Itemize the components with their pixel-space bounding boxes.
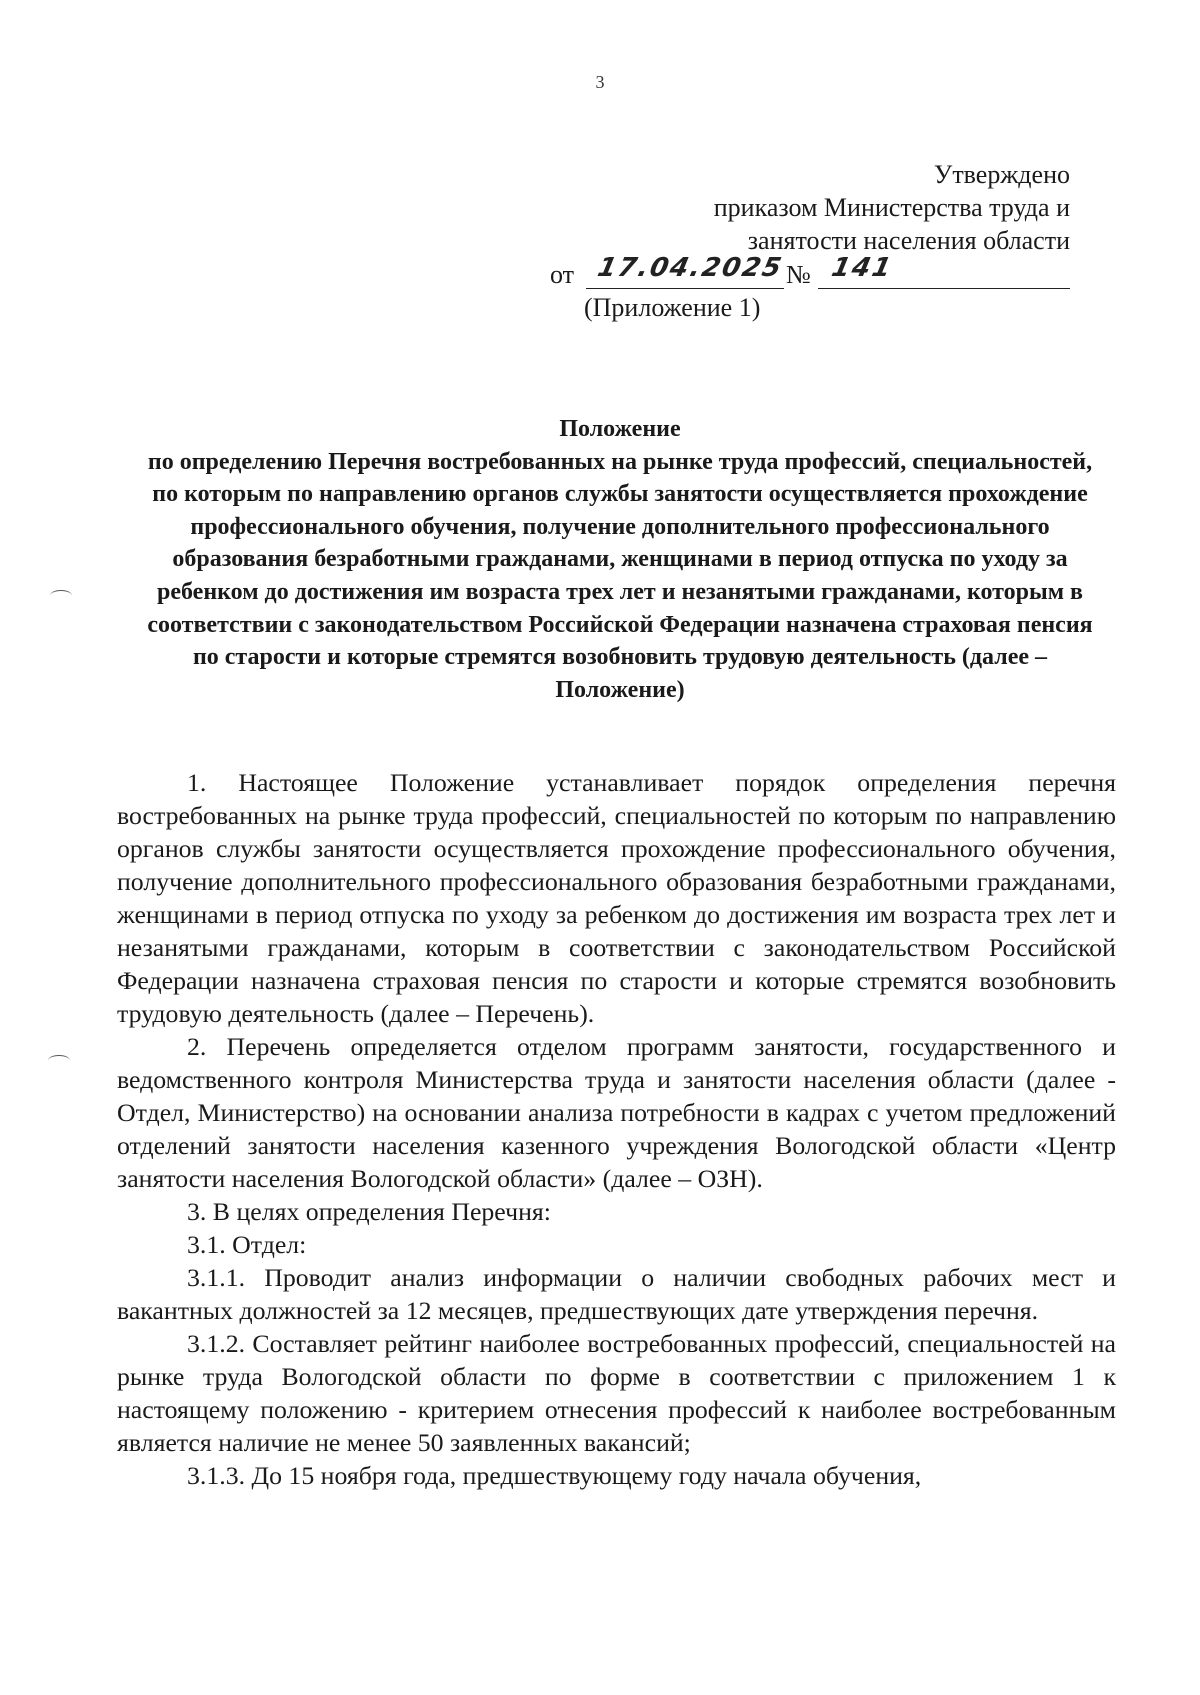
paragraph-3-1: 3.1. Отдел: [187, 1230, 307, 1259]
scan-hole-mark-upper [50, 590, 72, 601]
approval-line-approved: Утверждено [933, 160, 1070, 189]
document-title [135, 413, 1105, 706]
handwritten-number: 141 [828, 253, 896, 283]
paragraph-3: 3. В целях определения Перечня: [187, 1197, 551, 1226]
paragraph-1: 1. Настоящее Положение устанавливает порядок определения перечня востребованных на рынке труда профессий, специальностей по которым по направлению органов службы занятости осуществляется прохождение профессионального обучения, получение дополнительного профессионального образования безработными гражданами, женщинами в период отпуска по уходу за ребенком до достижения им возраста трех лет и незанятыми гражданами, которым в соответствии с законодательством Российской Федерации назначена страховая пенсия по старости и которые стремятся возобновить трудовую деятельность (далее – Перечень). [117, 768, 1116, 1028]
paragraph-3-1-2: 3.1.2. Составляет рейтинг наиболее востребованных профессий, специальностей на рынке труда Вологодской области по форме в соответствии с приложением 1 к настоящему положению - критерием отнесения профессий к наиболее востребованным является наличие не менее 50 заявленных вакансий; [117, 1329, 1116, 1457]
scan-hole-mark-lower [48, 1055, 70, 1066]
appendix-label: (Приложение 1) [584, 293, 761, 322]
paragraph-3-1-1: 3.1.1. Проводит анализ информации о наличии свободных рабочих мест и вакантных должностей за 12 месяцев, предшествующих дате утверждения перечня. [117, 1263, 1116, 1325]
approval-line-ministry: занятости населения области [747, 226, 1070, 255]
approval-line-order: приказом Министерства труда и [713, 193, 1070, 222]
document-body [117, 766, 1116, 1492]
paragraph-2: 2. Перечень определяется отделом программ занятости, государственного и ведомственного контроля Министерства труда и занятости населения области (далее - Отдел, Министерство) на основании анализа потребности в кадрах с учетом предложений отделений занятости населения казенного учреждения Вологодской области «Центр занятости населения Вологодской области» (далее – ОЗН). [117, 1032, 1116, 1193]
approval-block [550, 158, 1070, 322]
handwritten-date: 17.04.2025 [594, 253, 786, 283]
title-heading: Положение [559, 416, 681, 442]
number-label: № [786, 260, 811, 289]
page-number: 3 [595, 72, 605, 92]
title-text: по определению Перечня востребованных на рынке труда профессий, специальностей, по которым по направлению органов службы занятости осуществляется прохождение профессионального обучения, получение дополнительного профессионального образования безработными гражданами, женщинами в период отпуска по уходу за ребенком до достижения им возраста трех лет и незанятыми гражданами, которым в соответствии с законодательством Российской Федерации назначена страховая пенсия по старости и которые стремятся возобновить трудовую деятельность (далее – Положение) [147, 448, 1093, 703]
from-label: от [550, 260, 575, 289]
paragraph-3-1-3: 3.1.3. До 15 ноября года, предшествующему году начала обучения, [187, 1461, 922, 1490]
approval-date-line [550, 253, 1070, 292]
